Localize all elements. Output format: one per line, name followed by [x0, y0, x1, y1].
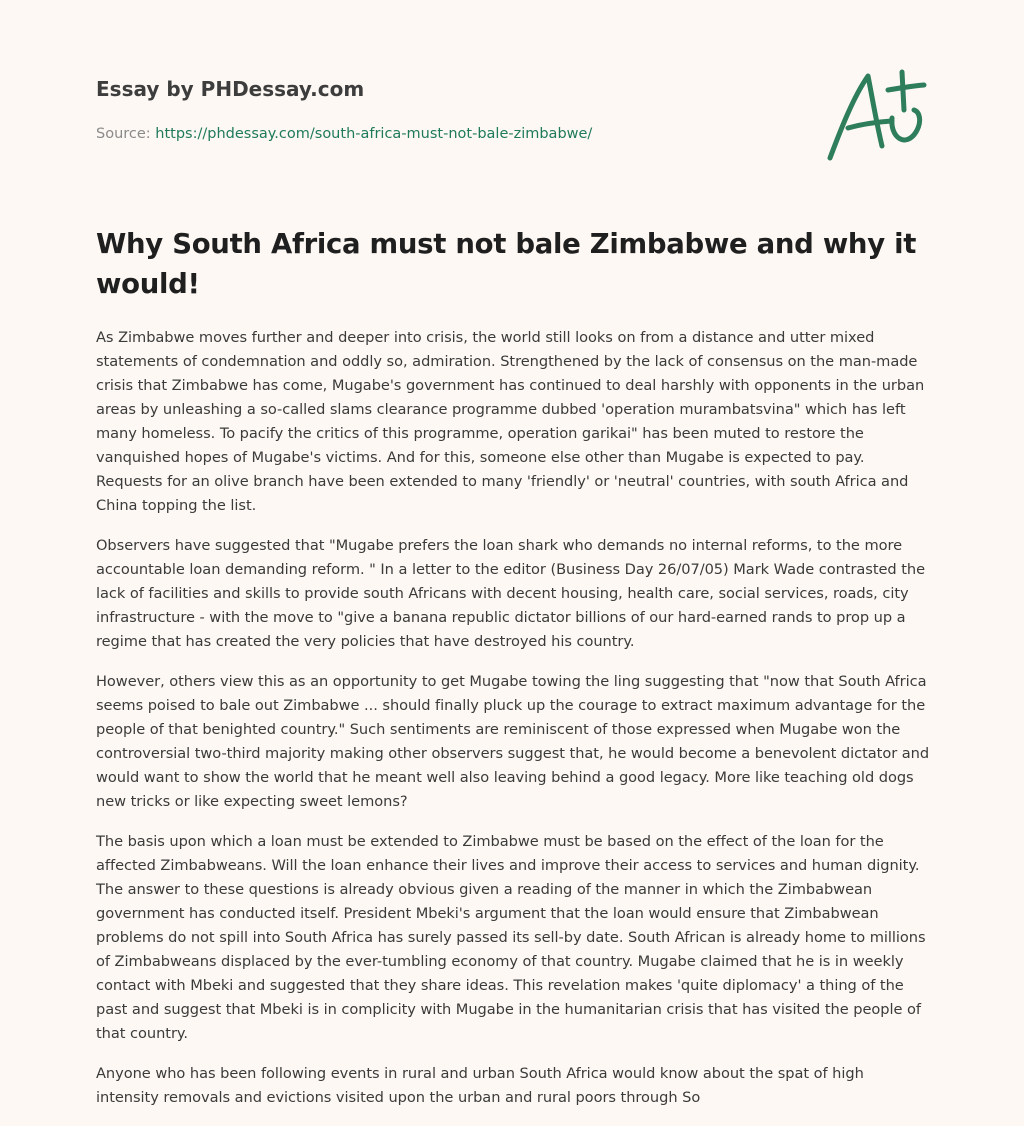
page-header: [96, 74, 796, 144]
site-title: Essay by PHDessay.com: [96, 77, 365, 101]
essay-title: Why South Africa must not bale Zimbabwe and why it would!: [96, 228, 917, 300]
essay-content: [96, 224, 930, 1126]
source-link[interactable]: https://phdessay.com/south-africa-must-not-bale-zimbabwe/: [155, 126, 593, 142]
essay-paragraph-4: The basis upon which a loan must be extended to Zimbabwe must be based on the effect of the loan for the affected Zimbabweans. Will the loan enhance their lives and improve their access to services and human dignity. The answer to these questions is already obvious given a reading of the manner in which the Zimbabwean government has conducted itself. President Mbeki's argument that the loan would ensure that Zimbabwean problems do not spill into South Africa has surely passed its sell-by date. South African is already home to millions of Zimbabweans displaced by the ever-tumbling economy of that country. Mugabe claimed that he is in weekly contact with Mbeki and suggested that they share ideas. This revelation makes 'quite diplomacy' a thing of the past and suggest that Mbeki is in complicity with Mugabe in the humanitarian crisis that has visited the people of that country.: [96, 833, 926, 1042]
essay-paragraph-5: Anyone who has been following events in rural and urban South Africa would know about the spat of high intensity removals and evictions visited upon the urban and rural poors through So: [96, 1065, 864, 1106]
essay-paragraph-2: Observers have suggested that "Mugabe prefers the loan shark who demands no internal reforms, to the more accountable loan demanding reform. " In a letter to the editor (Business Day 26/07/05) Mark Wade contrasted the lack of facilities and skills to provide south Africans with decent housing, health care, social services, roads, city infrastructure - with the move to "give a banana republic dictator billions of our hard-earned rands to prop up a regime that has created the very policies that have destroyed his country.: [96, 537, 926, 650]
essay-paragraph-1: As Zimbabwe moves further and deeper into crisis, the world still looks on from a distance and utter mixed statements of condemnation and oddly so, admiration. Strengthened by the lack of consensus on the man-made crisis that Zimbabwe has come, Mugabe's government has continued to deal harshly with opponents in the urban areas by unleashing a so-called slams clearance programme dubbed 'operation murambatsvina" which has left many homeless. To pacify the critics of this programme, operation garikai" has been muted to restore the vanquished hopes of Mugabe's victims. And for this, someone else other than Mugabe is expected to pay. Requests for an olive branch have been extended to many 'friendly' or 'neutral' countries, with south Africa and China topping the list.: [96, 329, 925, 514]
essay-paragraph-3: However, others view this as an opportunity to get Mugabe towing the ling suggesting that "now that South Africa seems poised to bale out Zimbabwe ... should finally pluck up the courage to extract maximum advantage for the people of that benighted country." Such sentiments are reminiscent of those expressed when Mugabe won the controversial two-third majority making other observers suggest that, he would become a benevolent dictator and would want to show the world that he meant well also leaving behind a good legacy. More like teaching old dogs new tricks or like expecting sweet lemons?: [96, 673, 930, 810]
source-label: Source:: [96, 126, 151, 142]
source-line: [96, 124, 796, 144]
a-plus-logo-icon: [820, 66, 932, 166]
